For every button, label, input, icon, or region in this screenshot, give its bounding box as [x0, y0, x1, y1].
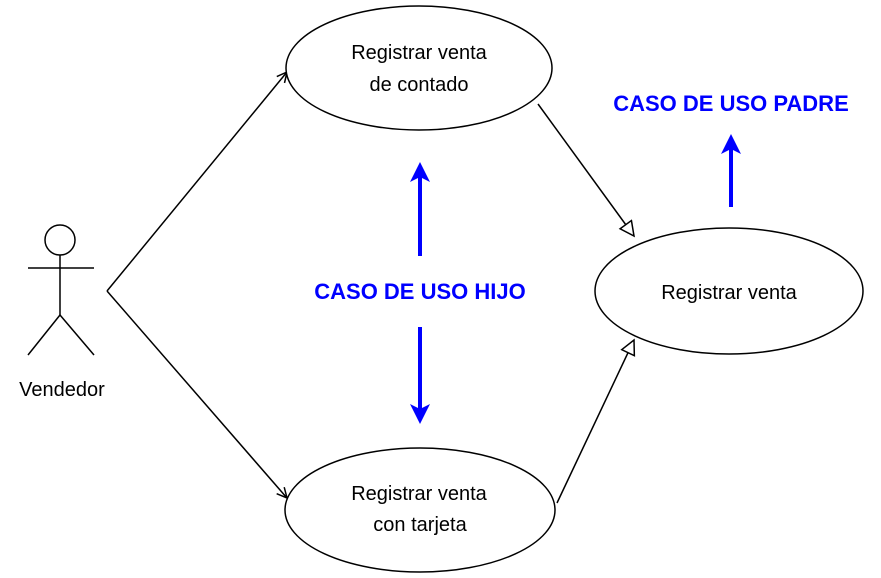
use-case-contado-line2: de contado: [369, 74, 469, 96]
association-arrow-contado: [107, 72, 287, 291]
annotation-hijo-label: CASO DE USO HIJO: [314, 279, 526, 304]
generalization-arrow-contado: [538, 104, 634, 236]
associations: [107, 72, 287, 498]
actor-left-leg: [28, 315, 60, 355]
use-case-padre-label: Registrar venta: [661, 282, 797, 304]
use-case-contado: [286, 6, 552, 130]
use-case-tarjeta-line2: con tarjeta: [373, 514, 467, 536]
use-case-contado-ellipse: [286, 6, 552, 130]
actor-vendedor: [19, 225, 105, 401]
annotation-padre: [613, 91, 849, 207]
use-case-padre: [595, 228, 863, 354]
use-case-tarjeta-ellipse: [285, 448, 555, 572]
use-case-contado-line1: Registrar venta: [351, 42, 487, 64]
annotation-hijo: [314, 172, 525, 414]
generalization-arrow-tarjeta: [557, 340, 634, 503]
association-arrow-tarjeta: [107, 291, 287, 498]
annotation-padre-label: CASO DE USO PADRE: [613, 91, 849, 116]
actor-head: [45, 225, 75, 255]
use-case-tarjeta-line1: Registrar venta: [351, 483, 487, 505]
actor-right-leg: [60, 315, 94, 355]
actor-label: Vendedor: [19, 379, 105, 401]
use-case-tarjeta: [285, 448, 555, 572]
